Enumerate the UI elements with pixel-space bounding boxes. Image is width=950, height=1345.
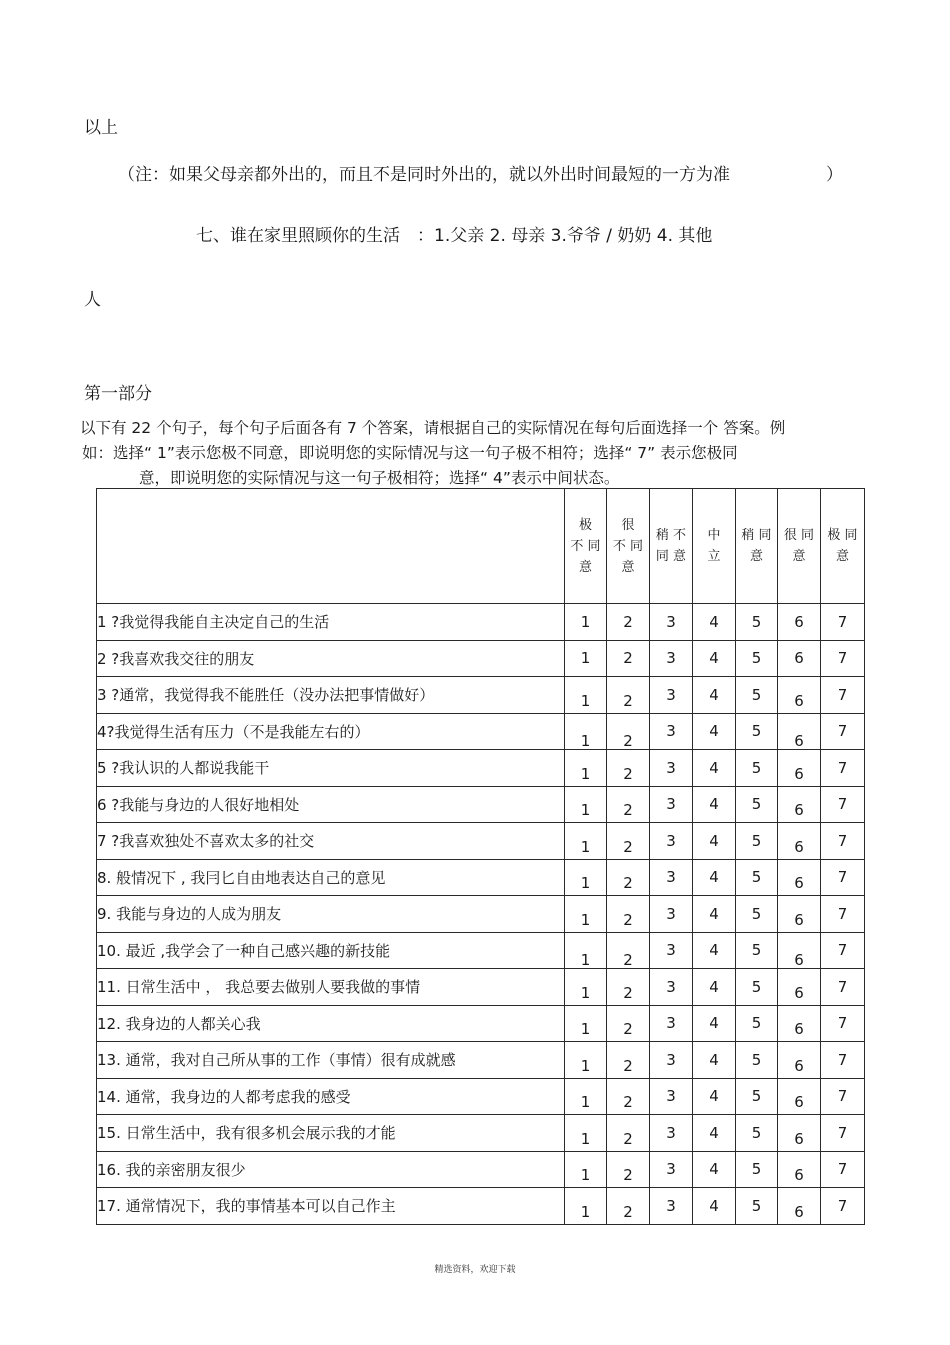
scale-option-1[interactable] — [565, 1078, 607, 1115]
scale-option-label: 7 — [837, 1014, 848, 1033]
scale-option-label: 3 — [666, 722, 676, 741]
scale-option-label: 3 — [666, 941, 676, 960]
scale-option-label: 1 — [580, 764, 591, 783]
scale-option-3[interactable] — [650, 750, 693, 787]
scale-option-3[interactable] — [650, 969, 693, 1006]
scale-option-7[interactable] — [821, 604, 865, 641]
table-row — [97, 932, 865, 969]
scale-option-5[interactable] — [736, 786, 778, 823]
scale-option-label: 2 — [623, 1129, 633, 1148]
scale-option-label: 5 — [751, 758, 762, 777]
scale-option-4[interactable] — [693, 604, 736, 641]
scale-option-label: 3 — [666, 1014, 676, 1033]
table-row — [97, 969, 865, 1006]
scale-option-2[interactable] — [607, 823, 650, 860]
question-text: 14. 通常，我身边的人都考虑我的感受 — [97, 1078, 565, 1115]
scale-option-label: 1 — [580, 612, 591, 631]
scale-option-label: 6 — [794, 1129, 804, 1148]
scale-option-label: 4 — [709, 831, 719, 850]
scale-option-label: 2 — [623, 1020, 633, 1039]
scale-option-label: 7 — [837, 649, 848, 668]
scale-option-2[interactable] — [607, 640, 650, 677]
scale-option-label: 7 — [837, 1123, 848, 1142]
table-row — [97, 640, 865, 677]
scale-option-label: 2 — [623, 1093, 633, 1112]
scale-option-4[interactable] — [693, 1042, 736, 1079]
scale-option-7[interactable] — [821, 1078, 865, 1115]
instruction-line-3: 意，即说明您的实际情况与这一句子极相符；选择“ 4”表示中间状态。 — [139, 469, 620, 487]
scale-option-2[interactable] — [607, 969, 650, 1006]
scale-option-4[interactable] — [693, 859, 736, 896]
scale-option-label: 6 — [794, 649, 804, 668]
scale-option-label: 6 — [794, 951, 804, 970]
scale-option-4[interactable] — [693, 1188, 736, 1225]
scale-option-label: 4 — [709, 649, 719, 668]
scale-option-label: 3 — [666, 831, 676, 850]
scale-option-3[interactable] — [650, 859, 693, 896]
scale-option-1[interactable] — [565, 1188, 607, 1225]
note-text: （注：如果父母亲都外出的，而且不是同时外出的，就以外出时间最短的一方为准 — [118, 165, 730, 185]
question-text: 3 ?通常，我觉得我不能胜任（没办法把事情做好） — [97, 677, 565, 714]
table-row — [97, 896, 865, 933]
scale-option-label: 7 — [837, 1160, 848, 1179]
scale-option-label: 6 — [794, 910, 804, 929]
scale-option-label: 4 — [709, 1196, 719, 1215]
scale-option-label: 7 — [837, 941, 848, 960]
table-row — [97, 786, 865, 823]
scale-option-label: 5 — [751, 904, 762, 923]
scale-option-4[interactable] — [693, 1115, 736, 1152]
question-text: 9. 我能与身边的人成为朋友 — [97, 896, 565, 933]
scale-option-2[interactable] — [607, 932, 650, 969]
text-yishang: 以上 — [84, 118, 118, 138]
scale-option-label: 6 — [794, 837, 804, 856]
scale-option-2[interactable] — [607, 1078, 650, 1115]
scale-option-4[interactable] — [693, 932, 736, 969]
scale-option-2[interactable] — [607, 786, 650, 823]
scale-option-label: 7 — [837, 722, 848, 741]
scale-option-2[interactable] — [607, 1115, 650, 1152]
scale-option-3[interactable] — [650, 713, 693, 750]
scale-option-5[interactable] — [736, 823, 778, 860]
scale-option-label: 4 — [709, 1014, 719, 1033]
scale-option-3[interactable] — [650, 1042, 693, 1079]
scale-option-label: 3 — [666, 758, 676, 777]
scale-option-label: 3 — [666, 1123, 676, 1142]
scale-option-label: 3 — [666, 904, 676, 923]
question-text: 10. 最近 ,我学会了一种自己感兴趣的新技能 — [97, 932, 565, 969]
scale-option-label: 2 — [623, 649, 633, 668]
header-scale-5: 稍 同 意 — [736, 489, 778, 604]
table-row — [97, 1115, 865, 1152]
scale-option-label: 6 — [794, 983, 804, 1002]
scale-option-2[interactable] — [607, 677, 650, 714]
scale-option-6[interactable] — [778, 750, 821, 787]
scale-option-1[interactable] — [565, 896, 607, 933]
scale-option-1[interactable] — [565, 640, 607, 677]
scale-option-label: 3 — [666, 612, 676, 631]
scale-option-label: 7 — [837, 685, 848, 704]
scale-option-label: 7 — [837, 831, 848, 850]
table-row — [97, 677, 865, 714]
scale-option-label: 6 — [794, 1202, 804, 1221]
scale-option-1[interactable] — [565, 786, 607, 823]
header-scale-6: 很 同 意 — [778, 489, 821, 604]
scale-option-4[interactable] — [693, 786, 736, 823]
scale-option-label: 2 — [623, 874, 633, 893]
scale-option-1[interactable] — [565, 859, 607, 896]
header-scale-1: 极 不 同 意 — [565, 489, 607, 604]
scale-option-label: 4 — [709, 722, 719, 741]
scale-option-6[interactable] — [778, 823, 821, 860]
scale-option-3[interactable] — [650, 823, 693, 860]
scale-option-6[interactable] — [778, 604, 821, 641]
scale-option-6[interactable] — [778, 969, 821, 1006]
scale-option-5[interactable] — [736, 1115, 778, 1152]
scale-option-label: 4 — [709, 904, 719, 923]
scale-option-label: 2 — [623, 910, 633, 929]
question-text: 11. 日常生活中 ， 我总要去做别人要我做的事情 — [97, 969, 565, 1006]
question-text: 1 ?我觉得我能自主决定自己的生活 — [97, 604, 565, 641]
scale-option-5[interactable] — [736, 896, 778, 933]
header-scale-2: 很 不 同 意 — [607, 489, 650, 604]
scale-option-label: 1 — [580, 801, 591, 820]
scale-option-1[interactable] — [565, 823, 607, 860]
scale-option-label: 6 — [794, 874, 804, 893]
scale-option-label: 4 — [709, 1087, 719, 1106]
table-row — [97, 713, 865, 750]
scale-option-4[interactable] — [693, 640, 736, 677]
scale-option-label: 6 — [794, 1093, 804, 1112]
scale-option-label: 2 — [623, 691, 633, 710]
scale-option-3[interactable] — [650, 1188, 693, 1225]
scale-option-label: 4 — [709, 868, 719, 887]
scale-option-7[interactable] — [821, 859, 865, 896]
table-row — [97, 823, 865, 860]
question-text: 8. 般情况下 , 我冃匕自由地表达自己的意见 — [97, 859, 565, 896]
scale-option-1[interactable] — [565, 969, 607, 1006]
scale-option-label: 2 — [623, 801, 633, 820]
scale-option-label: 6 — [794, 1166, 804, 1185]
scale-option-5[interactable] — [736, 1188, 778, 1225]
scale-option-1[interactable] — [565, 932, 607, 969]
scale-option-1[interactable] — [565, 713, 607, 750]
scale-option-label: 3 — [666, 868, 676, 887]
scale-option-7[interactable] — [821, 677, 865, 714]
scale-option-4[interactable] — [693, 896, 736, 933]
scale-option-4[interactable] — [693, 969, 736, 1006]
scale-option-7[interactable] — [821, 1188, 865, 1225]
scale-option-3[interactable] — [650, 1151, 693, 1188]
table-row — [97, 604, 865, 641]
scale-option-label: 5 — [751, 977, 762, 996]
scale-option-3[interactable] — [650, 604, 693, 641]
scale-option-label: 4 — [709, 795, 719, 814]
scale-option-label: 7 — [837, 977, 848, 996]
scale-option-6[interactable] — [778, 932, 821, 969]
scale-option-label: 4 — [709, 1123, 719, 1142]
scale-option-label: 3 — [666, 1087, 676, 1106]
scale-option-label: 7 — [837, 758, 848, 777]
scale-option-label: 5 — [751, 722, 762, 741]
instruction-line-1: 以下有 22 个句子，每个句子后面各有 7 个答案，请根据自己的实际情况在每句后面选择一个 答案。例 — [80, 419, 786, 437]
scale-option-label: 1 — [580, 1202, 591, 1221]
scale-option-label: 6 — [794, 1020, 804, 1039]
scale-option-label: 2 — [623, 612, 633, 631]
scale-option-7[interactable] — [821, 969, 865, 1006]
scale-option-7[interactable] — [821, 1151, 865, 1188]
scale-option-7[interactable] — [821, 1005, 865, 1042]
scale-option-label: 2 — [623, 732, 633, 751]
scale-option-2[interactable] — [607, 713, 650, 750]
table-row — [97, 1078, 865, 1115]
table-row — [97, 750, 865, 787]
scale-option-6[interactable] — [778, 713, 821, 750]
scale-option-label: 5 — [751, 831, 762, 850]
scale-option-7[interactable] — [821, 1115, 865, 1152]
scale-option-label: 7 — [837, 904, 848, 923]
scale-option-label: 6 — [794, 691, 804, 710]
scale-option-label: 5 — [751, 649, 762, 668]
question-text: 16. 我的亲密朋友很少 — [97, 1151, 565, 1188]
question-text: 5 ?我认识的人都说我能干 — [97, 750, 565, 787]
scale-option-label: 5 — [751, 1050, 762, 1069]
scale-option-1[interactable] — [565, 1151, 607, 1188]
scale-option-6[interactable] — [778, 1078, 821, 1115]
scale-option-label: 5 — [751, 941, 762, 960]
scale-option-label: 5 — [751, 795, 762, 814]
scale-option-2[interactable] — [607, 896, 650, 933]
scale-option-4[interactable] — [693, 677, 736, 714]
scale-option-4[interactable] — [693, 713, 736, 750]
scale-option-4[interactable] — [693, 750, 736, 787]
question-text: 7 ?我喜欢独处不喜欢太多的社交 — [97, 823, 565, 860]
scale-option-label: 1 — [580, 837, 591, 856]
scale-option-label: 7 — [837, 795, 848, 814]
scale-option-7[interactable] — [821, 896, 865, 933]
scale-option-2[interactable] — [607, 1005, 650, 1042]
scale-option-5[interactable] — [736, 1042, 778, 1079]
scale-option-label: 5 — [751, 1196, 762, 1215]
scale-option-label: 1 — [580, 1166, 591, 1185]
scale-option-label: 4 — [709, 758, 719, 777]
scale-option-label: 1 — [580, 649, 591, 668]
question-text: 4?我觉得生活有压力（不是我能左右的） — [97, 713, 565, 750]
scale-option-2[interactable] — [607, 1042, 650, 1079]
scale-option-3[interactable] — [650, 1115, 693, 1152]
scale-option-label: 5 — [751, 685, 762, 704]
scale-option-label: 1 — [580, 983, 591, 1002]
scale-option-1[interactable] — [565, 1115, 607, 1152]
question-text: 2 ?我喜欢我交往的朋友 — [97, 640, 565, 677]
scale-option-label: 4 — [709, 612, 719, 631]
scale-option-label: 1 — [580, 1129, 591, 1148]
section-title-part1: 第一部分 — [84, 384, 152, 404]
scale-option-label: 7 — [837, 868, 848, 887]
note-close-paren: ） — [826, 165, 843, 185]
scale-option-5[interactable] — [736, 1151, 778, 1188]
scale-option-5[interactable] — [736, 604, 778, 641]
scale-option-label: 5 — [751, 1087, 762, 1106]
scale-option-label: 3 — [666, 685, 676, 704]
scale-option-5[interactable] — [736, 1005, 778, 1042]
scale-option-label: 5 — [751, 1160, 762, 1179]
table-row — [97, 859, 865, 896]
header-row — [97, 489, 865, 604]
scale-option-7[interactable] — [821, 823, 865, 860]
scale-option-label: 2 — [623, 983, 633, 1002]
scale-option-6[interactable] — [778, 1005, 821, 1042]
scale-option-6[interactable] — [778, 1151, 821, 1188]
scale-option-1[interactable] — [565, 1005, 607, 1042]
scale-option-4[interactable] — [693, 823, 736, 860]
scale-option-label: 2 — [623, 1056, 633, 1075]
scale-option-1[interactable] — [565, 677, 607, 714]
scale-option-3[interactable] — [650, 932, 693, 969]
scale-option-label: 1 — [580, 1020, 591, 1039]
scale-option-label: 3 — [666, 795, 676, 814]
scale-option-label: 2 — [623, 837, 633, 856]
scale-option-6[interactable] — [778, 859, 821, 896]
scale-option-2[interactable] — [607, 750, 650, 787]
scale-option-label: 2 — [623, 1166, 633, 1185]
scale-option-label: 2 — [623, 951, 633, 970]
scale-option-2[interactable] — [607, 604, 650, 641]
scale-option-6[interactable] — [778, 1042, 821, 1079]
scale-option-5[interactable] — [736, 969, 778, 1006]
scale-option-label: 5 — [751, 1014, 762, 1033]
table-row — [97, 1188, 865, 1225]
scale-option-6[interactable] — [778, 786, 821, 823]
table-row — [97, 1042, 865, 1079]
scale-option-label: 5 — [751, 1123, 762, 1142]
scale-option-label: 4 — [709, 1050, 719, 1069]
instruction-line-2: 如：选择“ 1”表示您极不同意，即说明您的实际情况与这一句子极不相符；选择“ 7” 表示您极同 — [82, 444, 738, 462]
scale-option-label: 6 — [794, 1056, 804, 1075]
scale-option-5[interactable] — [736, 859, 778, 896]
scale-option-6[interactable] — [778, 1188, 821, 1225]
question-text: 17. 通常情况下，我的事情基本可以自己作主 — [97, 1188, 565, 1225]
scale-option-7[interactable] — [821, 1042, 865, 1079]
scale-option-5[interactable] — [736, 1078, 778, 1115]
scale-option-label: 1 — [580, 951, 591, 970]
scale-option-label: 3 — [666, 977, 676, 996]
scale-option-label: 2 — [623, 764, 633, 783]
scale-option-6[interactable] — [778, 640, 821, 677]
scale-option-6[interactable] — [778, 1115, 821, 1152]
scale-option-label: 3 — [666, 1050, 676, 1069]
scale-option-label: 5 — [751, 868, 762, 887]
scale-option-label: 7 — [837, 1196, 848, 1215]
scale-option-2[interactable] — [607, 1188, 650, 1225]
scale-option-7[interactable] — [821, 750, 865, 787]
scale-option-label: 7 — [837, 1050, 848, 1069]
header-scale-3: 稍 不 同 意 — [650, 489, 693, 604]
footer-text: 精选资料，欢迎下载 — [434, 1265, 516, 1275]
scale-option-label: 4 — [709, 941, 719, 960]
scale-option-label: 6 — [794, 732, 804, 751]
scale-option-5[interactable] — [736, 932, 778, 969]
question-text: 15. 日常生活中，我有很多机会展示我的才能 — [97, 1115, 565, 1152]
scale-option-label: 1 — [580, 874, 591, 893]
scale-option-label: 2 — [623, 1202, 633, 1221]
header-scale-7: 极 同 意 — [821, 489, 865, 604]
scale-option-4[interactable] — [693, 1005, 736, 1042]
scale-option-4[interactable] — [693, 1078, 736, 1115]
scale-option-label: 6 — [794, 801, 804, 820]
text-ren: 人 — [84, 290, 101, 310]
question-text: 13. 通常，我对自己所从事的工作（事情）很有成就感 — [97, 1042, 565, 1079]
scale-option-label: 7 — [837, 612, 848, 631]
scale-option-label: 1 — [580, 910, 591, 929]
scale-option-7[interactable] — [821, 640, 865, 677]
scale-option-1[interactable] — [565, 750, 607, 787]
scale-option-2[interactable] — [607, 859, 650, 896]
scale-option-3[interactable] — [650, 1005, 693, 1042]
scale-option-label: 1 — [580, 1093, 591, 1112]
scale-option-6[interactable] — [778, 896, 821, 933]
scale-option-7[interactable] — [821, 786, 865, 823]
scale-option-label: 7 — [837, 1087, 848, 1106]
scale-option-5[interactable] — [736, 750, 778, 787]
scale-option-label: 6 — [794, 612, 804, 631]
scale-option-label: 5 — [751, 612, 762, 631]
scale-option-5[interactable] — [736, 677, 778, 714]
scale-option-label: 4 — [709, 977, 719, 996]
scale-option-1[interactable] — [565, 604, 607, 641]
header-scale-4: 中 立 — [693, 489, 736, 604]
scale-option-label: 6 — [794, 764, 804, 783]
scale-option-3[interactable] — [650, 640, 693, 677]
scale-option-6[interactable] — [778, 677, 821, 714]
table-row — [97, 1005, 865, 1042]
scale-option-label: 1 — [580, 691, 591, 710]
scale-option-label: 1 — [580, 1056, 591, 1075]
scale-option-5[interactable] — [736, 713, 778, 750]
scale-option-5[interactable] — [736, 640, 778, 677]
question-text: 6 ?我能与身边的人很好地相处 — [97, 786, 565, 823]
scale-option-3[interactable] — [650, 786, 693, 823]
scale-option-3[interactable] — [650, 677, 693, 714]
scale-option-2[interactable] — [607, 1151, 650, 1188]
scale-option-3[interactable] — [650, 1078, 693, 1115]
question-text: 12. 我身边的人都关心我 — [97, 1005, 565, 1042]
header-blank — [97, 489, 565, 604]
scale-option-label: 4 — [709, 1160, 719, 1179]
survey-table — [96, 488, 865, 1225]
scale-option-1[interactable] — [565, 1042, 607, 1079]
scale-option-4[interactable] — [693, 1151, 736, 1188]
question-7: 七、谁在家里照顾你的生活 ：1.父亲 2. 母亲 3.爷爷 / 奶奶 4. 其他 — [196, 226, 713, 246]
scale-option-7[interactable] — [821, 713, 865, 750]
table-row — [97, 1151, 865, 1188]
scale-option-label: 3 — [666, 649, 676, 668]
scale-option-label: 3 — [666, 1160, 676, 1179]
scale-option-label: 1 — [580, 732, 591, 751]
scale-option-label: 3 — [666, 1196, 676, 1215]
scale-option-3[interactable] — [650, 896, 693, 933]
scale-option-7[interactable] — [821, 932, 865, 969]
scale-option-label: 4 — [709, 685, 719, 704]
